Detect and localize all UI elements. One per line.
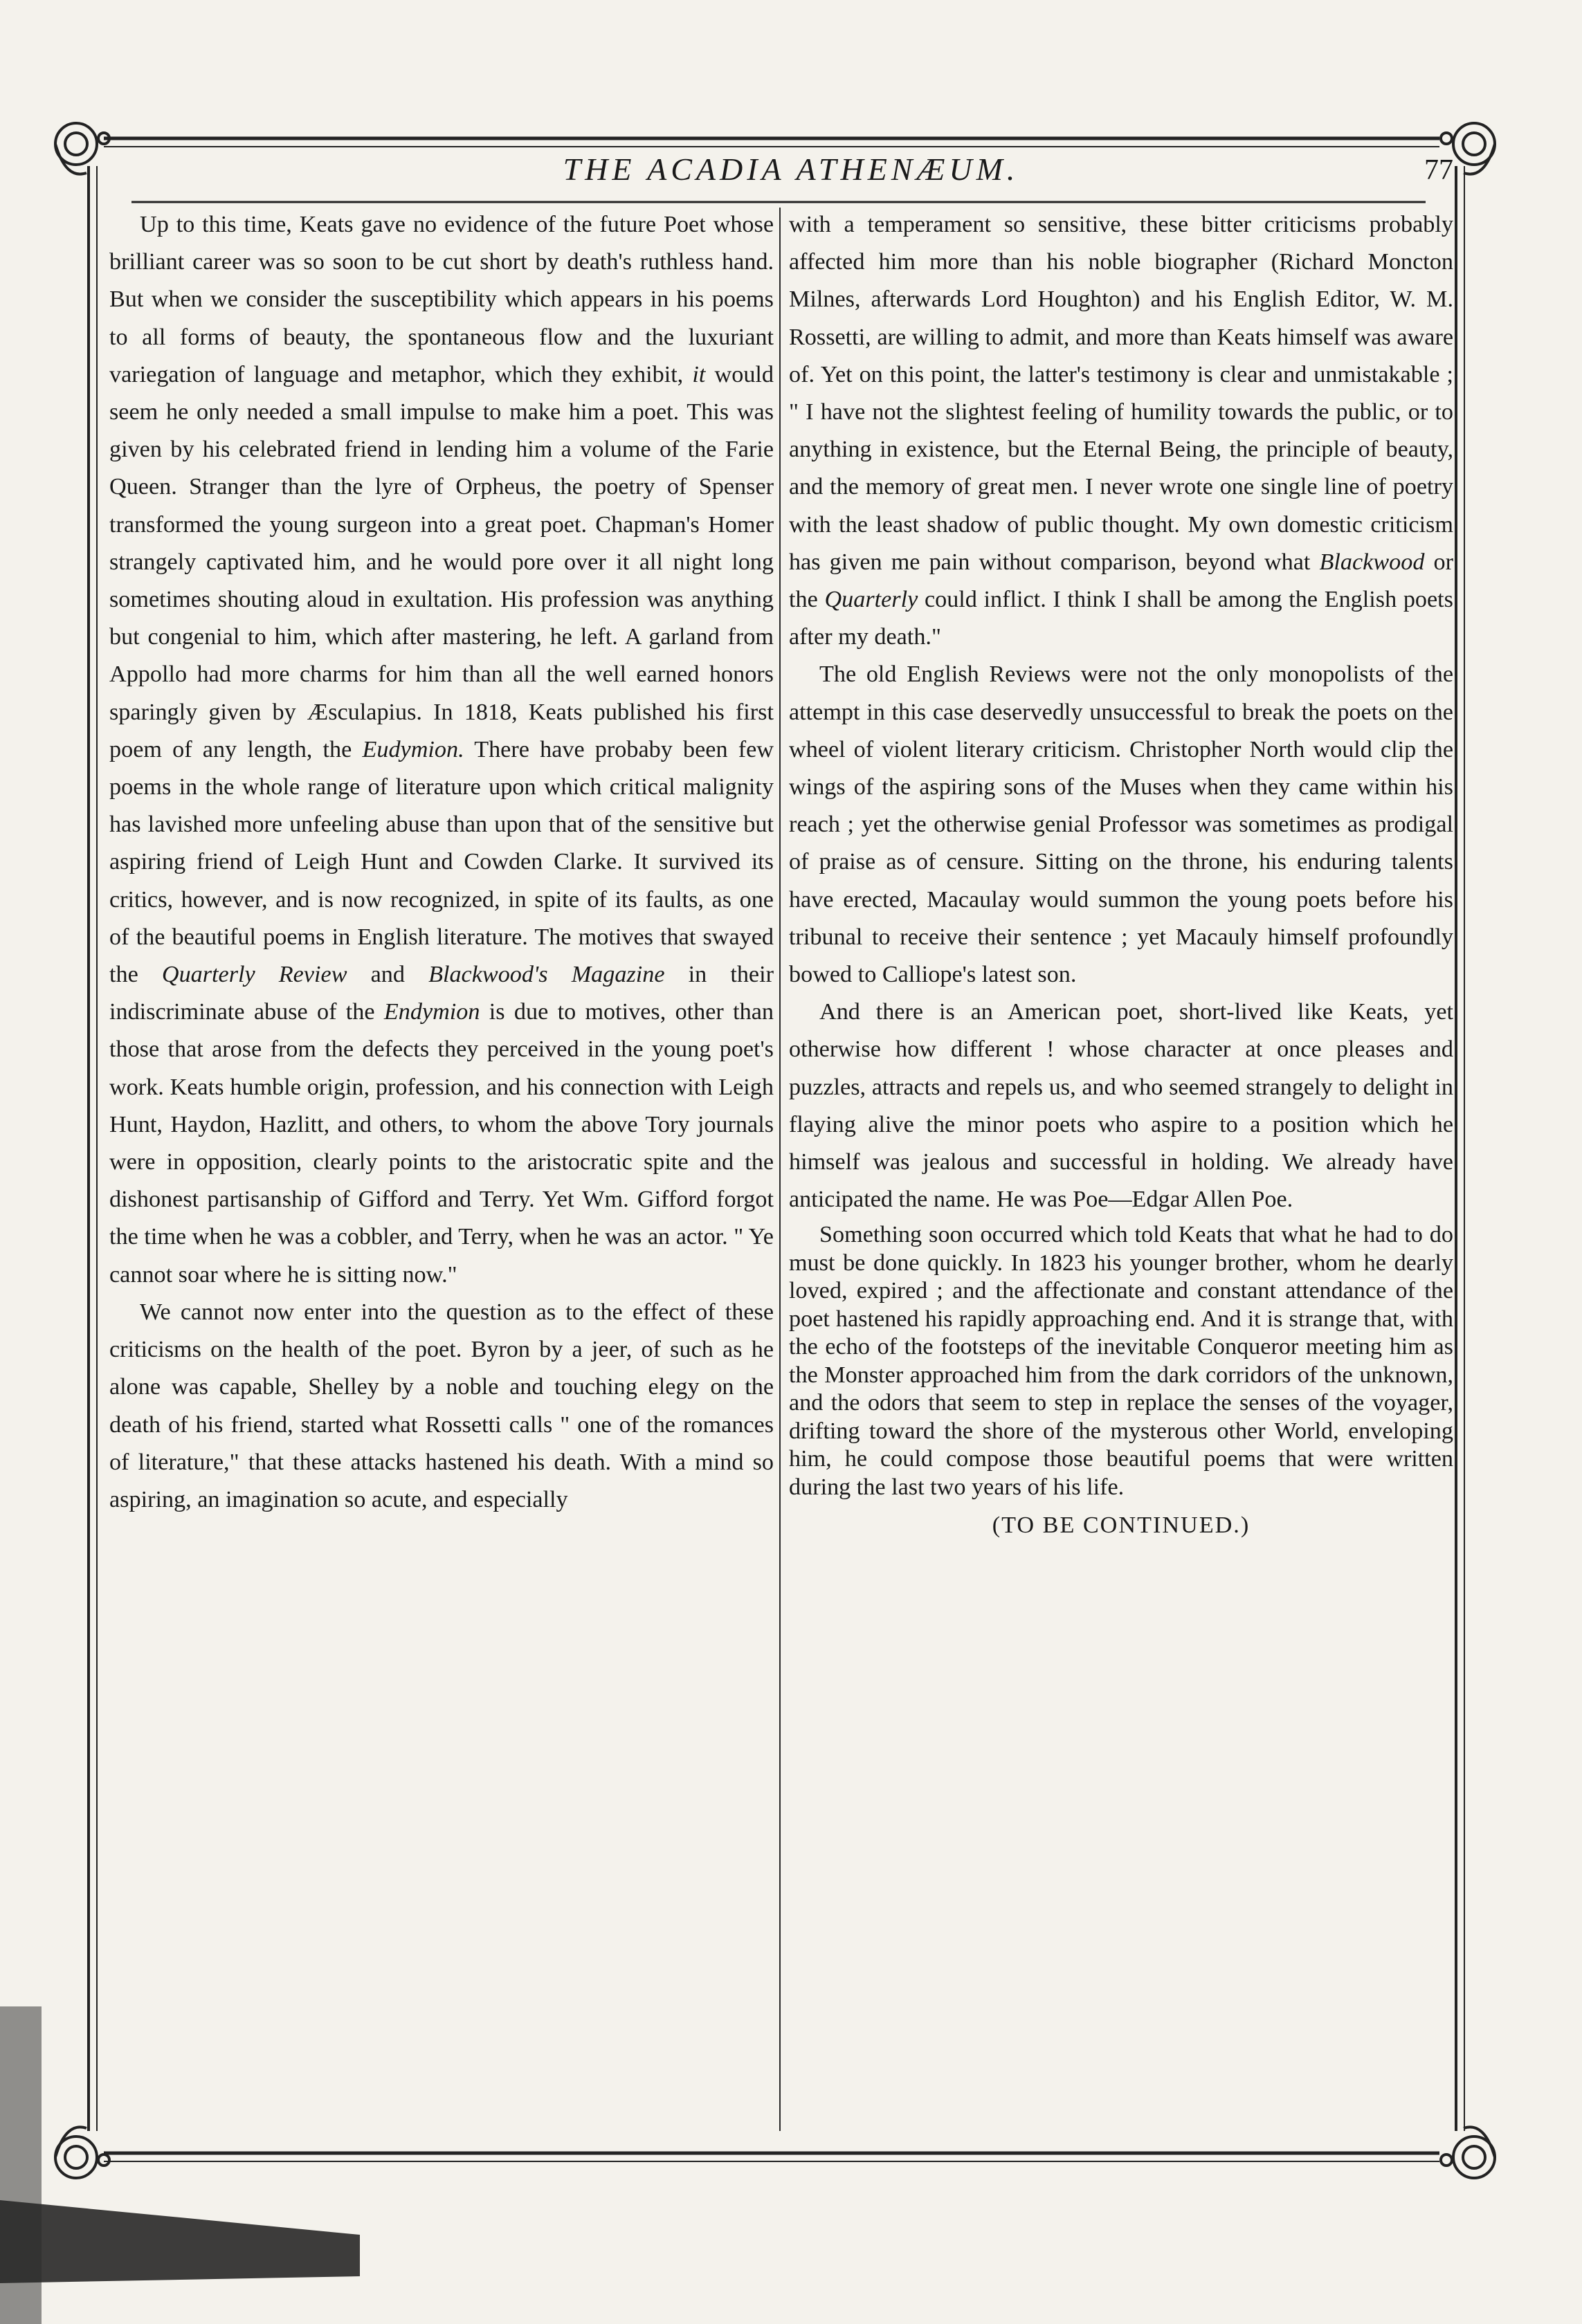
paragraph: And there is an American poet, short-lived like Keats, yet otherwise how different ! whose character at once pleases and puzzles, attracts and repels us, and who seemed strangely to delight in flaying alive the minor poets who aspire to a position which he himself was jealous and successful in holding. We already have anticipated the name. He was Poe—Edgar Allen Poe. (789, 999, 1453, 1213)
left-column (109, 206, 774, 2102)
corner-ornament-bottom-left (55, 2127, 109, 2178)
paragraph: The old English Reviews were not the only monopolists of the attempt in this case deservedly unsuccessful to break the poets on the wheel of violent literary criticism. Christopher North would clip the wings of the aspiring sons of the Muses when they came within his reach ; yet the otherwise genial Professor was sometimes as prodigal of praise as of censure. Sitting on the throne, his enduring talents have erected, Macaulay would summon the young poets before his tribunal to receive their sentence ; yet Macauly himself profoundly bowed to Calliope's latest son. (789, 661, 1453, 988)
paragraph: Up to this time, Keats gave no evidence of the future Poet whose brilliant career was so soon to be cut short by death's ruthless hand. But when we consider the susceptibility which appears in his poems to all forms of beauty, the spontaneous flow and the luxuriant variegation of language and metaphor, which they exhibit, it would seem he only needed a small impulse to make him a poet. This was given by his celebrated friend in lending him a volume of the Farie Queen. Stranger than the lyre of Orpheus, the poetry of Spenser transformed the young surgeon into a great poet. Chapman's Homer strangely captivated him, and he would pore over it all night long sometimes shouting aloud in exultation. His profession was anything but congenial to him, which after mastering, he left. A garland from Appollo had more charms for him than all the well earned honors sparingly given by Æsculapius. In 1818, Keats published his first poem of any length, the Eudymion. There have probaby been few poems in the whole range of literature upon which critical malignity has lavished more unfeeling abuse than upon that of the sensitive but aspiring friend of Leigh Hunt and Cowden Clarke. It survived its critics, however, and is now recognized, in spite of its faults, as one of the beautiful poems in English literature. The motives that swayed the Quarterly Review and Blackwood's Magazine in their indiscriminate abuse of the Endymion is due to motives, other than those that arose from the defects they perceived in the young poet's work. Keats humble origin, profession, and his connection with Leigh Hunt, Haydon, Hazlitt, and others, to whom the above Tory journals were in opposition, clearly points to the aristocratic spite and the dishonest partisanship of Gifford and Terry. Yet Wm. Gifford forgot the time when he was a cobbler, and Terry, when he was an actor. " Ye cannot soar where he is sitting now." (109, 212, 774, 1288)
to-be-continued-note: (TO BE CONTINUED.) (992, 1512, 1251, 1539)
paragraph: We cannot now enter into the question as to the effect of these criticisms on the health of the poet. Byron by a jeer, of such as he alone was capable, Shelley by a noble and touching elegy on the death of his friend, started what Rossetti calls " one of the romances of literature," that these attacks hastened his death. With a mind so aspiring, an imagination so acute, and especially (109, 1299, 774, 1512)
right-column (789, 206, 1453, 2102)
paragraph: Something soon occurred which told Keats that what he had to do must be done quickly. In 1823 his younger brother, whom he dearly loved, expired ; and the affectionate and constant attendance of the poet hastened his rapidly approaching end. And it is strange that, with the echo of the footsteps of the inevitable Conqueror meeting him as the Monster approached him from the dark corridors of the unknown, and the odors that seem to step in replace the senses of the voyager, drifting toward the shore of the mysterous other World, enveloping him, he could compose those beautiful poems that were written during the last two years of his life. (789, 1222, 1453, 1500)
corner-ornament-bottom-right (1441, 2127, 1495, 2178)
page-number: 77 (1424, 154, 1453, 186)
running-header: THE ACADIA ATHENÆUM. (563, 152, 1019, 187)
column-divider (779, 208, 781, 2131)
paragraph: with a temperament so sensitive, these bitter criticisms probably affected him more than his noble biographer (Richard Moncton Milnes, afterwards Lord Houghton) and his English Editor, W. M. Rossetti, are willing to admit, and more than Keats himself was aware of. Yet on this point, the latter's testimony is clear and unmistakable ; " I have not the slightest feeling of humility towards the public, or to anything in existence, but the Eternal Being, the principle of beauty, and the memory of great men. I never wrote one single line of poetry with the least shadow of public thought. My own domestic criticism has given me pain without comparison, beyond what Blackwood or the Quarterly could inflict. I think I shall be among the English poets after my death." (789, 212, 1453, 650)
